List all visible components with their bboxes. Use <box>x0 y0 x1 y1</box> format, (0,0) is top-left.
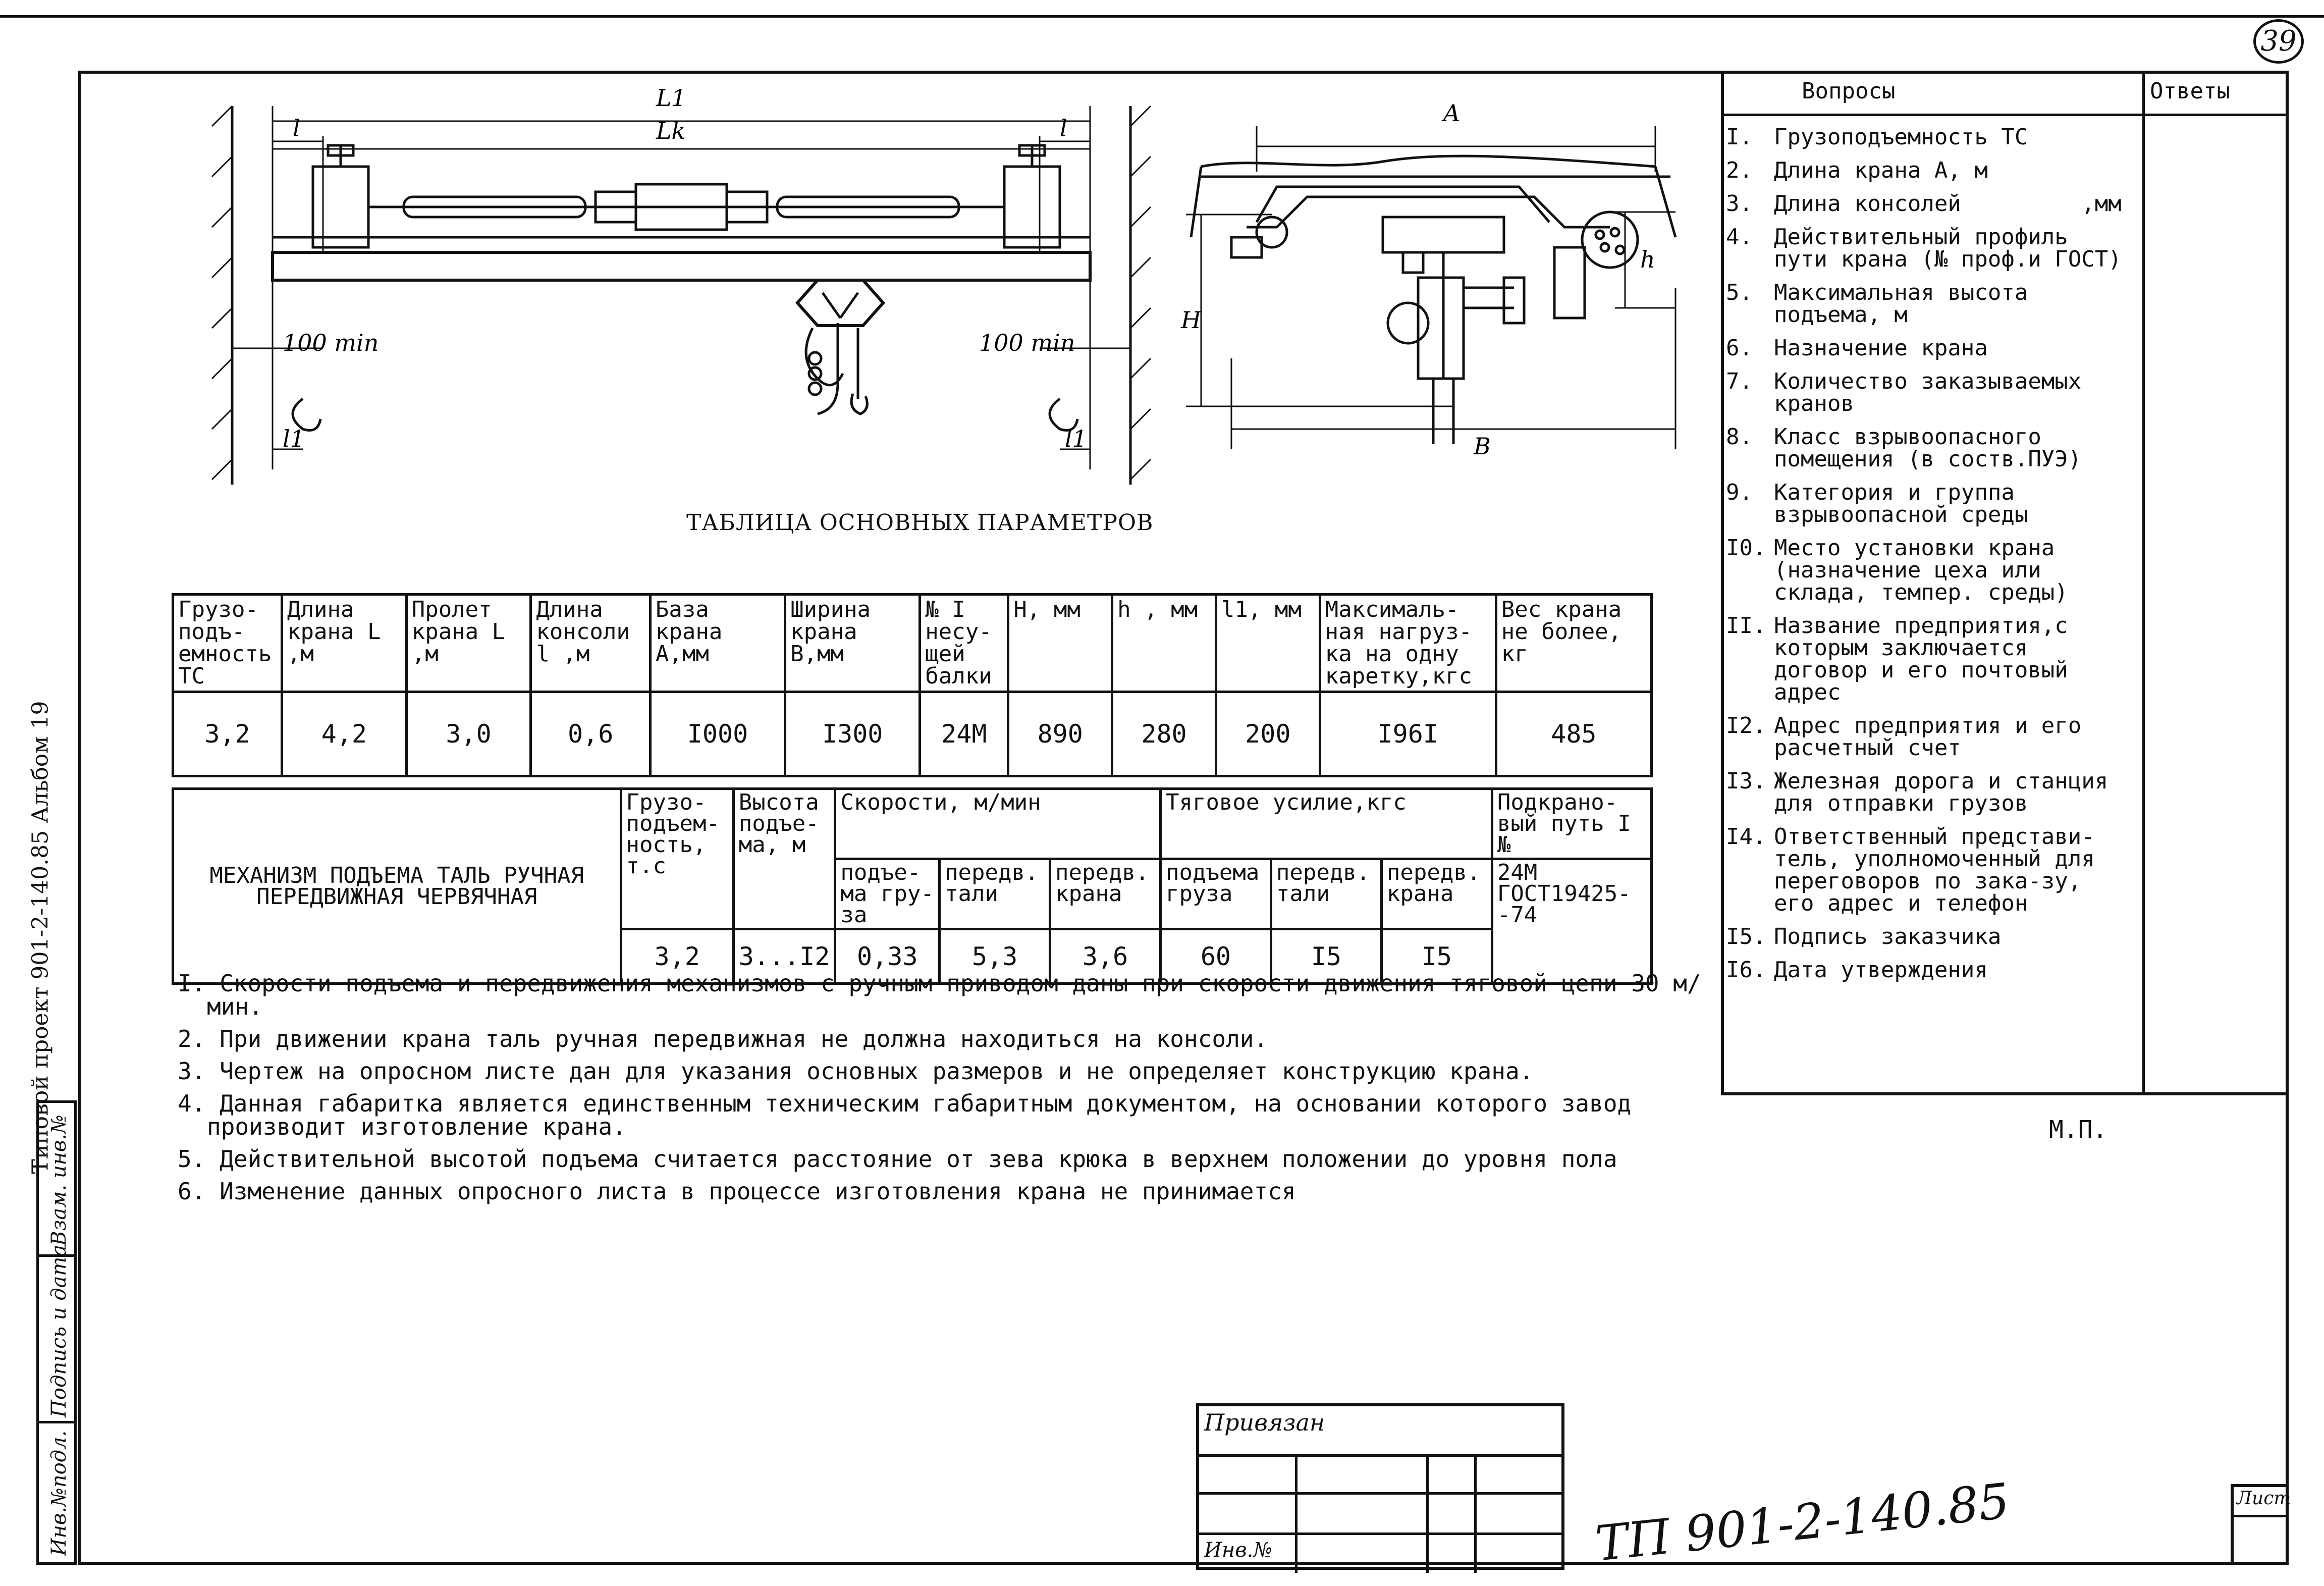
question-item <box>1726 715 2135 759</box>
header-capacity: Грузо-подъ-емность ТС <box>173 595 282 692</box>
params-value-row <box>173 692 1652 776</box>
mech-sub-crane-speed: передв. крана <box>1050 859 1161 929</box>
question-text: Железная дорога и станция для отправки грузов <box>1774 768 2109 816</box>
sheet-box-divider <box>2234 1515 2286 1517</box>
question-item <box>1726 226 2135 271</box>
question-item <box>1726 157 2135 183</box>
dim-l1-left: l1 <box>283 425 305 452</box>
mech-sub-crane-force: передв. крана <box>1381 859 1492 929</box>
params-table-title: ТАБЛИЦА ОСНОВНЫХ ПАРАМЕТРОВ <box>686 510 1154 536</box>
question-text: Действительный профиль пути крана (№ проф.и ГОСТ) <box>1774 224 2122 272</box>
question-number: I. <box>1726 124 1753 150</box>
sheet-box <box>2231 1484 2289 1565</box>
dim-l-right: l <box>1060 115 1067 142</box>
binding-stamp <box>1196 1403 1564 1570</box>
value-console-length: 0,6 <box>531 692 650 776</box>
mech-value-crane-speed: 3,6 <box>1050 929 1161 984</box>
crane-side-view-drawing <box>1171 96 1726 469</box>
mech-value-height: 3...I2 <box>733 929 835 984</box>
question-item <box>1726 926 2135 948</box>
header-l1: l1, мм <box>1216 595 1320 692</box>
question-item <box>1726 615 2135 704</box>
dim-100min-right: 100 min <box>979 329 1075 356</box>
header-console-length: Длина консоли l ,м <box>531 595 650 692</box>
value-width: I300 <box>785 692 920 776</box>
questionnaire-list <box>1726 126 2135 992</box>
question-text: Ответственный представи-тель, уполномоченный для переговоров по зака-зу, его адрес и телефон <box>1774 824 2095 916</box>
header-base: База крана А,мм <box>650 595 785 692</box>
question-number: 3. <box>1726 191 1753 217</box>
value-base: I000 <box>650 692 785 776</box>
stamp-original-label: Инв.№подл. <box>47 1430 71 1556</box>
params-header-row <box>173 595 1652 692</box>
question-number: 4. <box>1726 224 1753 250</box>
mech-value-capacity: 3,2 <box>621 929 733 984</box>
note-item: 6. Изменение данных опросного листа в процессе изготовления крана не принимается <box>178 1178 1296 1205</box>
question-number: 6. <box>1726 335 1753 361</box>
seal-place-label: М.П. <box>2049 1116 2107 1144</box>
dim-l-left: l <box>293 115 300 142</box>
questionnaire-col-line <box>2142 71 2145 1095</box>
question-item <box>1726 826 2135 915</box>
question-text: Категория и группа взрывоопасной среды <box>1774 480 2028 527</box>
mech-value-hoist-speed: 5,3 <box>940 929 1050 984</box>
stamp-sign-label: Подпись и дата <box>47 1244 71 1417</box>
stamp-inv-label: Взам. инв.№ <box>47 1115 71 1246</box>
question-number: I4. <box>1726 824 1766 850</box>
value-crane-length: 4,2 <box>282 692 407 776</box>
question-text: Назначение крана <box>1774 335 1988 361</box>
mech-header-row <box>173 789 1652 859</box>
question-text: Длина консолей ,мм <box>1774 191 2122 217</box>
mech-name: МЕХАНИЗМ ПОДЪЕМА ТАЛЬ РУЧНАЯ ПЕРЕДВИЖНАЯ ЧЕРВЯЧНАЯ <box>173 789 621 984</box>
mech-value-lift-force: 60 <box>1160 929 1271 984</box>
header-width: Ширина крана В,мм <box>785 595 920 692</box>
value-capacity: 3,2 <box>173 692 282 776</box>
value-beam: 24М <box>920 692 1008 776</box>
question-text: Дата утверждения <box>1774 957 1988 983</box>
header-span: Пролет крана L ,м <box>406 595 531 692</box>
value-H: 890 <box>1008 692 1112 776</box>
value-weight: 485 <box>1496 692 1651 776</box>
question-text: Максимальная высота подъема, м <box>1774 280 2028 328</box>
question-number: I2. <box>1726 713 1766 738</box>
question-text: Грузоподъемность ТС <box>1774 124 2028 150</box>
note-item: 4. Данная габаритка является единственным техническим габаритным документом, на основании которого завод производит изготовление крана. <box>178 1090 1632 1140</box>
stamp-line <box>1199 1454 1561 1457</box>
value-l1: 200 <box>1216 692 1320 776</box>
header-h: h , мм <box>1112 595 1216 692</box>
question-item <box>1726 959 2135 981</box>
value-span: 3,0 <box>406 692 531 776</box>
dim-A: A <box>1443 99 1461 127</box>
question-number: I5. <box>1726 924 1766 949</box>
mech-col-force: Тяговое усилие,кгс <box>1160 789 1492 859</box>
stamp-col-line <box>1474 1454 1477 1573</box>
mech-col-height: Высота подъе-ма, м <box>733 789 835 929</box>
questionnaire-answers-header: Ответы <box>2150 78 2230 104</box>
mech-value-lift-speed: 0,33 <box>835 929 940 984</box>
dim-h: h <box>1640 246 1655 273</box>
dim-100min-left: 100 min <box>283 329 379 356</box>
stamp-bound-label: Привязан <box>1204 1409 1325 1436</box>
notes-list <box>178 972 1742 1212</box>
question-number: 2. <box>1726 157 1753 183</box>
question-number: 7. <box>1726 368 1753 394</box>
crane-front-view-drawing <box>202 86 1186 490</box>
stamp-line <box>1199 1532 1561 1535</box>
question-number: II. <box>1726 613 1766 639</box>
question-text: Длина крана А, м <box>1774 157 1988 183</box>
mech-col-track: Подкрано-вый путь I № <box>1492 789 1651 859</box>
drawing-code: ТП 901-2-140.85 <box>1593 1472 2012 1572</box>
questionnaire-questions-header: Вопросы <box>1802 78 1896 104</box>
question-item <box>1726 126 2135 148</box>
dim-l1-right: l1 <box>1065 425 1087 452</box>
note-item: I. Скорости подъема и передвижения механизмов с ручным приводом даны при скорости движения тяговой цепи 30 м/мин. <box>178 970 1701 1020</box>
header-weight: Вес крана не более, кг <box>1496 595 1651 692</box>
mech-col-capacity: Грузо-подъем-ность, т.с <box>621 789 733 929</box>
note-item: 2. При движении крана таль ручная передвижная не должна находиться на консоли. <box>178 1025 1268 1052</box>
left-margin-stamp <box>36 1100 77 1565</box>
question-text: Место установки крана (назначение цеха или склада, темпер. среды) <box>1774 535 2068 605</box>
sheet-label: Лист <box>2237 1488 2291 1509</box>
mech-sub-hoist-force: передв. тали <box>1271 859 1381 929</box>
mech-sub-lift-speed: подъе-ма гру-за <box>835 859 940 929</box>
header-crane-length: Длина крана L ,м <box>282 595 407 692</box>
question-number: I6. <box>1726 957 1766 983</box>
dim-B: B <box>1474 433 1491 460</box>
dim-H: H <box>1181 306 1202 334</box>
header-H: Н, мм <box>1008 595 1112 692</box>
question-item <box>1726 368 2135 416</box>
params-table <box>172 593 1653 777</box>
question-number: 8. <box>1726 424 1753 450</box>
question-text: Адрес предприятия и его расчетный счет <box>1774 713 2082 761</box>
question-number: 5. <box>1726 280 1753 305</box>
stamp-col-line <box>1295 1454 1298 1573</box>
mech-sub-lift-force: подъема груза <box>1160 859 1271 929</box>
value-h: 280 <box>1112 692 1216 776</box>
mech-value-crane-force: I5 <box>1381 929 1492 984</box>
note-item: 3. Чертеж на опросном листе дан для указания основных размеров и не определяет конструкцию крана. <box>178 1058 1534 1085</box>
question-text: Класс взрывоопасного помещения (в соств.ПУЭ) <box>1774 424 2082 472</box>
header-max-load: Максималь-ная нагруз-ка на одну каретку,кгс <box>1320 595 1496 692</box>
mech-col-speeds: Скорости, м/мин <box>835 789 1161 859</box>
mech-track-value: 24М ГОСТ19425--74 <box>1492 859 1651 984</box>
dim-L1: L1 <box>656 86 686 112</box>
question-item <box>1726 282 2135 326</box>
top-border-line <box>0 15 2324 18</box>
header-beam: № I несу-щей балки <box>920 595 1008 692</box>
questionnaire-header-line <box>1721 114 2289 116</box>
sheet-number-circle: 39 <box>2253 19 2304 64</box>
question-item <box>1726 537 2135 604</box>
note-item: 5. Действительной высотой подъема считается расстояние от зева крюка в верхнем положении до уровня пола <box>178 1145 1617 1173</box>
question-text: Количество заказываемых кранов <box>1774 368 2082 416</box>
question-item <box>1726 426 2135 470</box>
question-item <box>1726 482 2135 526</box>
album-vertical-text: Типовой проект 901-2-140.85 Альбом 19 <box>27 701 53 1174</box>
stamp-inv-label: Инв.№ <box>1204 1539 1273 1562</box>
question-item <box>1726 337 2135 359</box>
stamp-line <box>1199 1492 1561 1495</box>
question-number: I0. <box>1726 535 1766 561</box>
dim-Lk: Lk <box>656 117 686 144</box>
question-number: I3. <box>1726 768 1766 794</box>
mech-value-hoist-force: I5 <box>1271 929 1381 984</box>
question-number: 9. <box>1726 480 1753 505</box>
question-item <box>1726 193 2135 215</box>
value-max-load: I96I <box>1320 692 1496 776</box>
mech-sub-hoist-speed: передв. тали <box>940 859 1050 929</box>
question-text: Название предприятия,с которым заключается договор и его почтовый адрес <box>1774 613 2068 705</box>
mechanism-table <box>172 787 1653 985</box>
question-text: Подпись заказчика <box>1774 924 2002 949</box>
question-item <box>1726 770 2135 815</box>
stamp-col-line <box>1426 1454 1429 1573</box>
